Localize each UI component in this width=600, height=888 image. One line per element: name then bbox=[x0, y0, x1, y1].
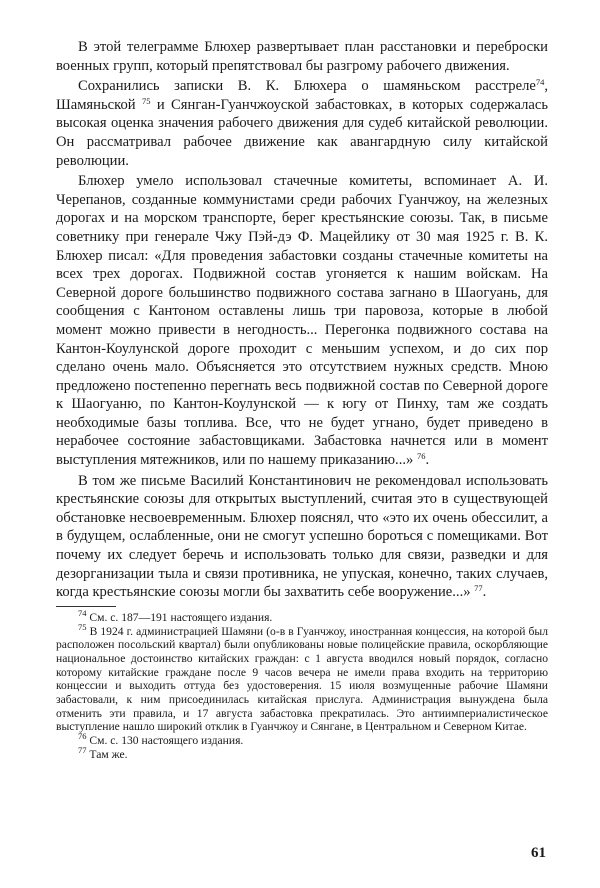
footnote-ref-76: 76 bbox=[416, 451, 426, 462]
footnote-74: $^{74}$ См. с. 187—191 настоящего издания. bbox=[78, 607, 273, 624]
footnote-ref-75: 75 bbox=[141, 95, 151, 106]
page-body bbox=[56, 38, 548, 762]
footnote-76: $^{76}$ См. с. 130 настоящего издания. bbox=[78, 731, 244, 748]
paragraph-2: Сохранились записки В. К. Блюхера о шамяньском расстреле$^{74}$, Шамяньской $^{75}$ и Сянган-Гуанчжоуской забастовках, в которых содержалась высокая оценка значения рабочего движения для судеб китайской революции. Он рассматривал рабочее движение как авангардную силу китайской революции. bbox=[56, 77, 548, 169]
paragraph-3: Блюхер умело использовал стачечные комитеты, вспоминает А. И. Черепанов, созданные коммунистами среди рабочих Гуанчжоу, на железных дорогах и на морском транспорте, берег крестьянские союзы. Так, в письме советнику при генерале Чжу Пэй-дэ Ф. Мацейлику от 30 мая 1925 г. В. К. Блюхер писал: «Для проведения забастовки созданы стачечные комитеты на всех трех дорогах. Подвижной состав угоняется к нашим войскам. На Северной дороге большинство подвижного состава загнано в Шаогуань, для сообщения с Кантоном оставлены лишь три паровоза, которые в любой момент можно привести в негодность... Перегонка подвижного состава на Кантон-Коулунской дороге проходит с меньшим успехом, и до сих пор сделано очень мало. Объясняется это отсутствием нужных средств. Мною предложено постепенно перегнать весь подвижной состав по Северной дороге к Шаогуаню, по Кантон-Коулунской — к югу от Пинху, там же создать необходимые базы топлива. Все, что не будет угнано, будет приведено в нерабочее состояние забастовщиками. Забастовка начнется или в момент выступления мятежников, или по нашему приказанию...» $^{76}$. bbox=[56, 173, 548, 469]
footnote-ref-77: 77 bbox=[474, 583, 483, 594]
footnote-77: $^{77}$ Там же. bbox=[78, 744, 128, 761]
paragraph-4: В том же письме Василий Константинович не рекомендовал использовать крестьянские союзы для открытых выступлений, считая это в существующей обстановке несвоевременным. Блюхер пояснял, что «это их очень обессилит, а в будущем, ослабленные, они не смогут успешно бороться с помещиками. Вот почему их следует беречь и использовать только для связи, разведки и для дезорганизации тыла и связи противника, не упуская, конечно, таких случаев, когда крестьянские союзы могли бы захватить себе вооружение...» $^{77}$. bbox=[56, 472, 548, 601]
footnote-divider bbox=[56, 606, 116, 607]
footnote-ref-74: 74 bbox=[535, 77, 545, 88]
footnote-75: $^{75}$ В 1924 г. администрацией Шамяни (о-в в Гуанчжоу, иностранная концессия, на которой был расположен посольский квартал) были опубликованы новые полицейские правила, оскорбляющие национальное достоинство китайских граждан: с 1 августа вводился новый порядок, согласно которому китайские граждане после 9 часов вечера не имели права входить на территорию концессии и выходить оттуда без удостоверения. 15 июля возмущенные рабочие Шамяни забастовали, к ним присоединилась китайская прислуга. Администрация вынуждена была отменить эти правила, и 17 августа забастовка прекратилась. Это антиимпериалистическое выступление нашло широкий отклик в Гуанчжоу и Сянгане, в Центральном и Северном Китае. bbox=[56, 621, 548, 734]
page-number: 61 bbox=[531, 845, 546, 861]
paragraph-1: В этой телеграмме Блюхер развертывает план расстановки и переброски военных групп, который препятствовал бы разгрому рабочего движения. bbox=[56, 39, 548, 74]
